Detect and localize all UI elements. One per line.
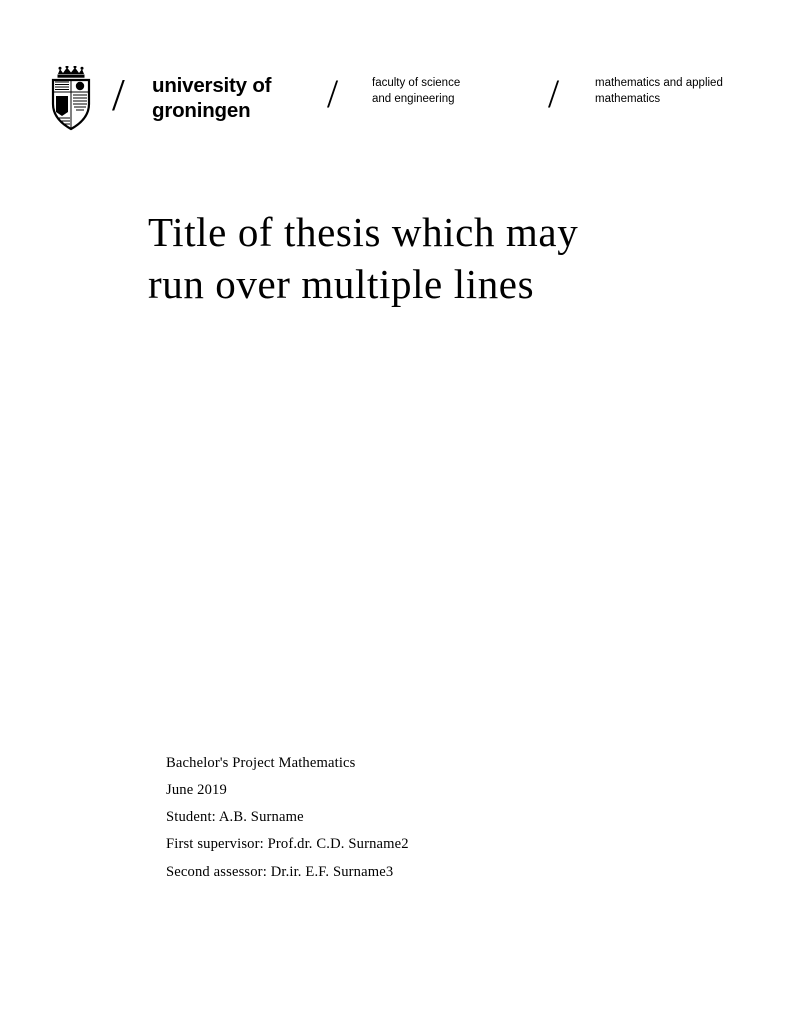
thesis-metadata — [166, 750, 686, 886]
thesis-title-line1: Title of thesis which may — [148, 209, 579, 255]
thesis-title — [148, 206, 708, 311]
slash-divider-icon-2: / — [327, 71, 339, 116]
faculty-name-line2: and engineering — [372, 92, 455, 105]
document-header — [0, 30, 794, 120]
faculty-name-line1: faculty of science — [372, 77, 461, 89]
slash-divider-icon-3: / — [548, 71, 560, 116]
second-assessor-line: Second assessor: Dr.ir. E.F. Surname3 — [166, 863, 394, 880]
university-name — [152, 73, 332, 123]
university-name-line1: university of — [152, 74, 272, 97]
programme-name — [595, 76, 780, 108]
faculty-name — [372, 76, 532, 108]
date-line: June 2019 — [166, 782, 227, 799]
programme-name-line2: mathematics — [595, 92, 661, 105]
thesis-title-line2: run over multiple lines — [148, 261, 535, 308]
student-line: Student: A.B. Surname — [166, 809, 304, 826]
slash-divider-icon: / — [112, 69, 125, 120]
first-supervisor-line: First supervisor: Prof.dr. C.D. Surname2 — [166, 836, 409, 853]
degree-line: Bachelor's Project Mathematics — [166, 755, 356, 771]
university-crest-icon — [46, 66, 96, 132]
programme-name-line1: mathematics and applied — [595, 77, 723, 89]
university-name-line2: groningen — [152, 99, 251, 122]
